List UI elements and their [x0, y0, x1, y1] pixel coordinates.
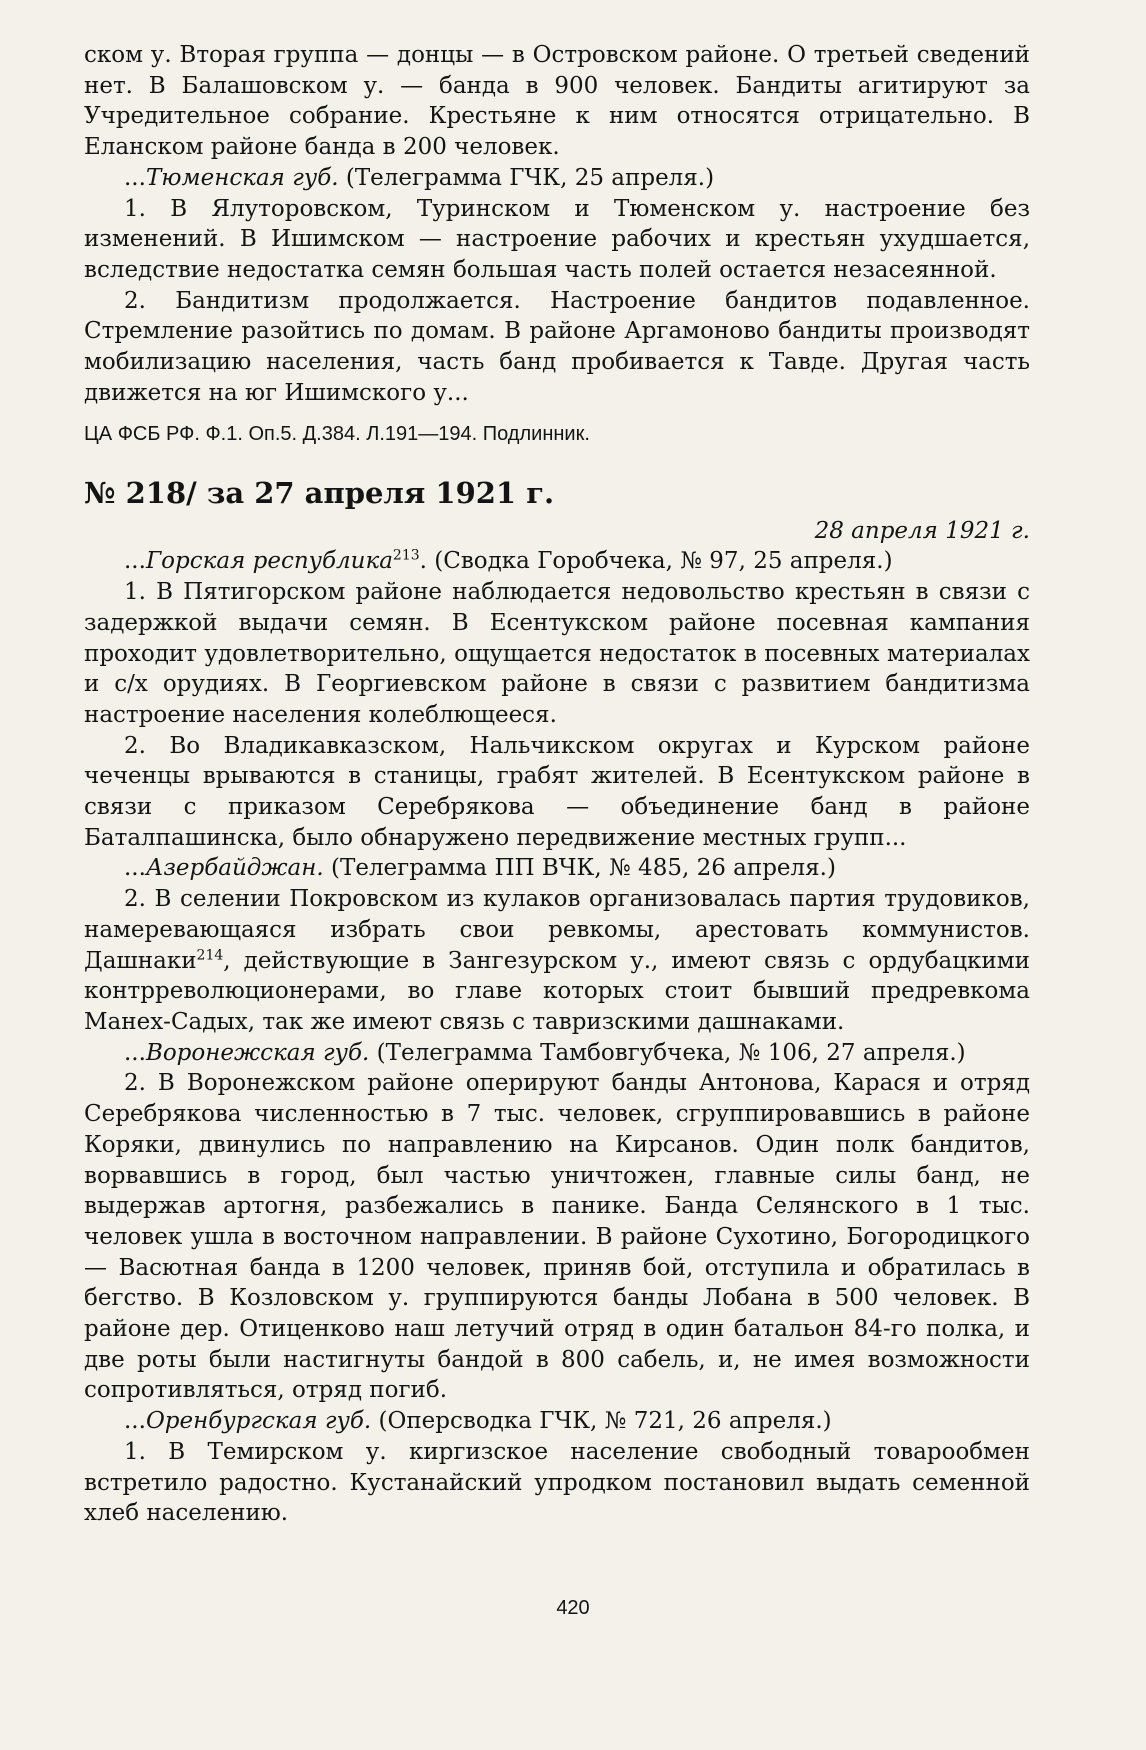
paragraph: 1. В Темирском у. киргизское население свободный товарообмен встретило радостно. Кустанайский упродком постановил выдать семенной хлеб населению.	[84, 1438, 1030, 1527]
document-heading: № 218/ за 27 апреля 1921 г.	[84, 476, 555, 511]
paragraph: 2. В Воронежском районе оперируют банды Антонова, Карася и отряд Серебрякова численностью в 7 тыс. человек, сгруппировавшись в районе Коряки, двинулись по направлению на Кирсанов. Один полк бандитов, ворвавшись в город, был частью уничтожен, главные силы банд, не выдержав артогня, разбежались в панике. Банда Селянского в 1 тыс. человек ушла в восточном направлении. В районе Сухотино, Богородицкого — Васютная банда в 1200 человек, приняв бой, отступила и обратилась в бегство. В Козловском у. группируются банды Лобана в 500 человек. В районе дер. Отиценково наш летучий отряд в один батальон 84-го полка, и две роты были настигнуты бандой в 800 сабель, и, не имея возможности сопротивляться, отряд погиб.	[84, 1070, 1030, 1404]
paragraph: 2. Бандитизм продолжается. Настроение бандитов подавленное. Стремление разойтись по домам. В районе Аргамоново бандиты производят мобилизацию населения, часть банд пробивается к Тавде. Другая часть движется на юг Ишимского у...	[84, 287, 1030, 406]
region-heading-azerbaijan: ...Азербайджан. (Телеграмма ПП ВЧК, № 485, 26 апреля.)	[124, 855, 836, 882]
region-heading-tyumen: ...Тюменская губ. (Телеграмма ГЧК, 25 апреля.)	[124, 164, 715, 191]
region-name: Воронежская губ.	[145, 1039, 370, 1066]
region-heading-orenburg: ...Оренбургская губ. (Оперсводка ГЧК, № 721, 26 апреля.)	[124, 1408, 832, 1435]
region-name: Азербайджан.	[145, 855, 324, 882]
paragraph: 1. В Пятигорском районе наблюдается недовольство крестьян в связи с задержкой выдачи семян. В Есентукском районе посевная кампания проходит удовлетворительно, ощущается недостаток в посевных материалах и с/х орудиях. В Георгиевском районе в связи с развитием бандитизма настроение населения колеблющееся.	[84, 579, 1030, 728]
paragraph: 2. Во Владикавказском, Нальчикском округах и Курском районе чеченцы врываются в станицы, грабят жителей. В Есентукском районе в связи с приказом Серебрякова — объединение банд в районе Баталпашинска, было обнаружено передвижение местных групп...	[84, 732, 1030, 851]
document-date: 28 апреля 1921 г.	[814, 518, 1030, 545]
paragraph: 1. В Ялуторовском, Туринском и Тюменском у. настроение без изменений. В Ишимском — настроение рабочих и крестьян ухудшается, вследствие недостатка семян большая часть полей остается незасеянной.	[84, 195, 1030, 283]
page-number: 420	[556, 1597, 590, 1619]
region-heading-voronezh: ...Воронежская губ. (Телеграмма Тамбовгубчека, № 106, 27 апреля.)	[124, 1039, 966, 1066]
region-heading-gorskaya: ...Горская республика$^{213}$. (Сводка Горобчека, № 97, 25 апреля.)	[124, 547, 893, 575]
archive-source-note: ЦА ФСБ РФ. Ф.1. Оп.5. Д.384. Л.191—194. Подлинник.	[84, 423, 590, 446]
footnote-ref: 213	[392, 547, 420, 564]
paragraph: 2. В селении Покровском из кулаков организовалась партия трудовиков, намеревающаяся избрать свои ревкомы, арестовать коммунистов. Дашнаки$^{214}$, действующие в Зангезурском у., имеют связь с ордубацкими контрреволюционерами, во главе которых стоит бывший предревкома Манех-Садых, так же имеют связь с тавризскими дашнаками.	[84, 886, 1030, 1035]
footnote-ref: 214	[196, 946, 224, 963]
region-name: Оренбургская губ.	[145, 1408, 372, 1435]
paragraph: ском у. Вторая группа — донцы — в Островском районе. О третьей сведений нет. В Балашовском у. — банда в 900 человек. Бандиты агитируют за Учредительное собрание. Крестьяне к ним относятся отрицательно. В Еланском районе банда в 200 человек.	[84, 42, 1030, 161]
region-name: Тюменская губ.	[145, 164, 339, 191]
region-name: Горская республика	[145, 548, 393, 575]
